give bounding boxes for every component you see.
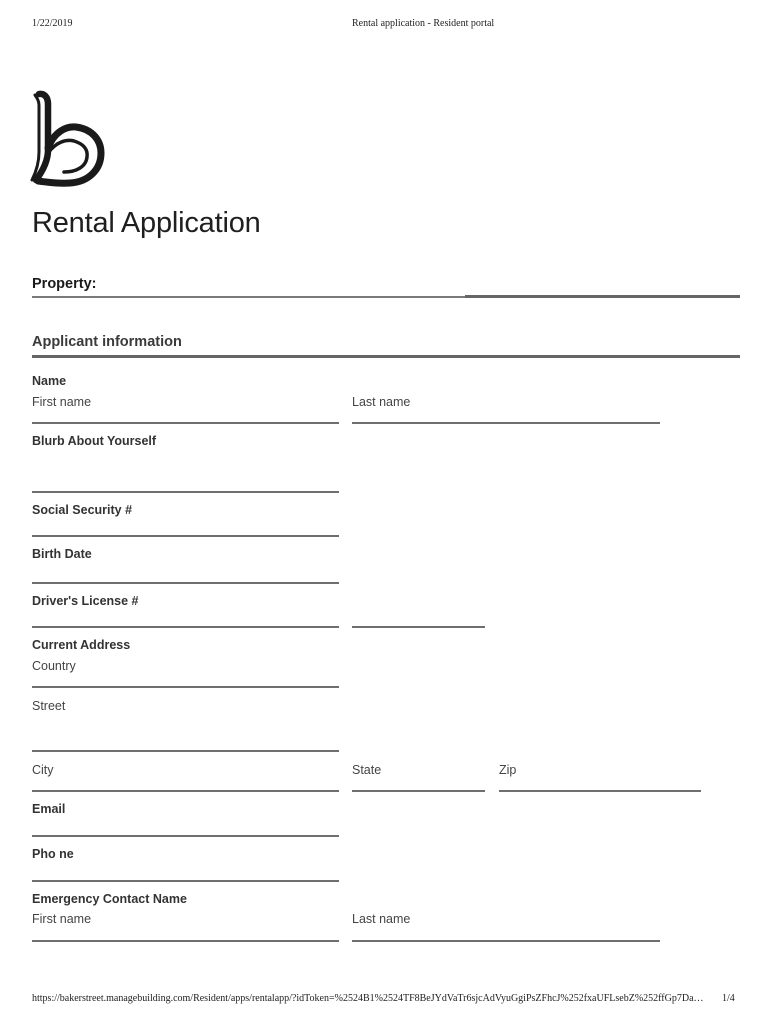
zip-label: Zip bbox=[499, 763, 517, 777]
drivers-license-state-field[interactable] bbox=[352, 626, 485, 628]
birth-date-label: Birth Date bbox=[32, 547, 92, 561]
section-title: Applicant information bbox=[32, 334, 182, 350]
property-divider bbox=[32, 296, 465, 298]
street-label: Street bbox=[32, 699, 66, 713]
print-page-title: Rental application - Resident portal bbox=[352, 18, 495, 29]
ssn-field[interactable] bbox=[32, 535, 339, 537]
page-number: 1/4 bbox=[722, 993, 735, 1004]
city-label: City bbox=[32, 763, 54, 777]
print-url: https://bakerstreet.managebuilding.com/Resident/apps/rentalapp/?idToken=%2524B1%2524TF8BeJYdVaTr6sjcAdVyuGgiPsZFhcJ%252fxaUFLsebZ%252ffGp7Da… bbox=[32, 993, 704, 1004]
country-field[interactable] bbox=[32, 686, 339, 688]
name-label: Name bbox=[32, 374, 67, 388]
emergency-first-name-label: First name bbox=[32, 912, 92, 926]
email-field[interactable] bbox=[32, 835, 339, 837]
last-name-field[interactable] bbox=[352, 422, 660, 424]
blurb-field[interactable] bbox=[32, 491, 339, 493]
zip-field[interactable] bbox=[499, 790, 701, 792]
print-date: 1/22/2019 bbox=[32, 18, 73, 29]
email-label: Email bbox=[32, 802, 66, 816]
first-name-field[interactable] bbox=[32, 422, 339, 424]
section-divider bbox=[32, 355, 740, 358]
emergency-contact-label: Emergency Contact Name bbox=[32, 892, 187, 906]
drivers-license-label: Driver's License # bbox=[32, 594, 139, 608]
ssn-label: Social Security # bbox=[32, 503, 133, 517]
property-label: Property: bbox=[32, 276, 97, 292]
birth-date-field[interactable] bbox=[32, 582, 339, 584]
state-label: State bbox=[352, 763, 382, 777]
drivers-license-number-field[interactable] bbox=[32, 626, 339, 628]
brand-logo-icon bbox=[30, 90, 106, 190]
phone-field[interactable] bbox=[32, 880, 339, 882]
country-label: Country bbox=[32, 659, 76, 673]
street-field[interactable] bbox=[32, 750, 339, 752]
page-title: Rental Application bbox=[32, 207, 261, 239]
state-field[interactable] bbox=[352, 790, 485, 792]
emergency-last-name-label: Last name bbox=[352, 912, 411, 926]
city-field[interactable] bbox=[32, 790, 339, 792]
current-address-label: Current Address bbox=[32, 638, 131, 652]
emergency-first-name-field[interactable] bbox=[32, 940, 339, 942]
property-field-underline[interactable] bbox=[465, 295, 740, 298]
first-name-label: First name bbox=[32, 395, 92, 409]
last-name-label: Last name bbox=[352, 395, 411, 409]
blurb-label: Blurb About Yourself bbox=[32, 434, 157, 448]
emergency-last-name-field[interactable] bbox=[352, 940, 660, 942]
phone-label: Pho ne bbox=[32, 847, 74, 861]
